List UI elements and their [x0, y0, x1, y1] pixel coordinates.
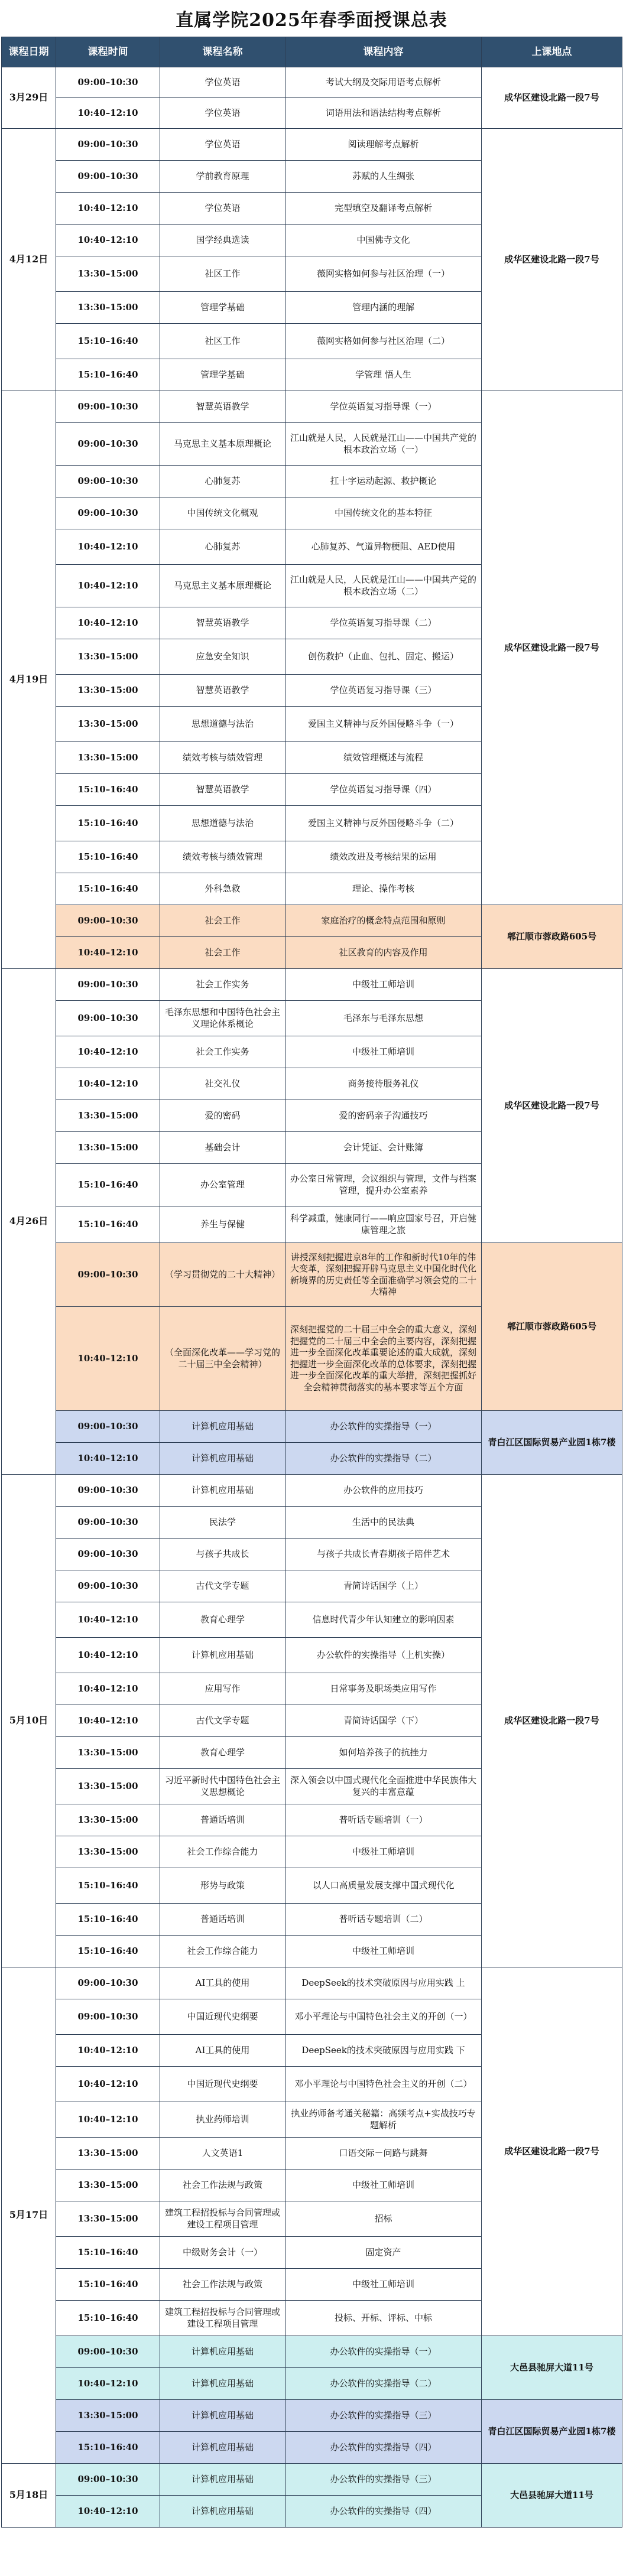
- table-row: [2, 129, 622, 161]
- course-time: 09:00–10:30: [56, 1507, 160, 1539]
- course-name: 教育心理学: [160, 1737, 285, 1769]
- course-name: 马克思主义基本原理概论: [160, 423, 285, 466]
- course-date: 5月10日: [2, 1475, 56, 1967]
- course-content: 青简诗话国学（上）: [285, 1570, 482, 1602]
- course-time: 09:00–10:30: [56, 1475, 160, 1507]
- course-name: 智慧英语教学: [160, 774, 285, 806]
- course-name: 计算机应用基础: [160, 2400, 285, 2432]
- course-time: 13:30–15:00: [56, 1132, 160, 1164]
- course-content: 办公软件的实操指导（二）: [285, 2368, 482, 2400]
- course-name: 管理学基础: [160, 292, 285, 324]
- course-name: 社会工作综合能力: [160, 1836, 285, 1868]
- course-content: 中级社工师培训: [285, 2269, 482, 2301]
- course-content: 扛十字运动起源、救护概论: [285, 466, 482, 497]
- course-time: 15:10–16:40: [56, 2432, 160, 2464]
- course-content: 办公软件的实操指导（二）: [285, 1443, 482, 1475]
- course-content: 绩效管理概述与流程: [285, 742, 482, 774]
- course-content: 生活中的民法典: [285, 1507, 482, 1539]
- course-content: 江山就是人民，人民就是江山——中国共产党的根本政治立场（一）: [285, 423, 482, 466]
- course-content: 青简诗话国学（下）: [285, 1705, 482, 1737]
- course-name: 与孩子共成长: [160, 1539, 285, 1570]
- course-name: 学位英语: [160, 67, 285, 98]
- course-name: 马克思主义基本原理概论: [160, 565, 285, 607]
- course-location: 郫江顺市蓉政路605号: [482, 1243, 622, 1411]
- course-content: 学位英语复习指导课（三）: [285, 675, 482, 707]
- course-content: 办公软件的应用技巧: [285, 1475, 482, 1507]
- course-name: 管理学基础: [160, 359, 285, 391]
- course-content: 爱国主义精神与反外国侵略斗争（一）: [285, 707, 482, 742]
- course-location: 成华区建设北路一段7号: [482, 129, 622, 391]
- course-time: 10:40–12:10: [56, 607, 160, 639]
- course-location: 成华区建设北路一段7号: [482, 1475, 622, 1967]
- course-name: 社会工作实务: [160, 1036, 285, 1068]
- course-time: 10:40–12:10: [56, 225, 160, 256]
- course-time: 13:30–15:00: [56, 292, 160, 324]
- course-content: 爱的密码亲子沟通技巧: [285, 1100, 482, 1132]
- course-content: 办公软件的实操指导（三）: [285, 2464, 482, 2496]
- course-time: 10:40–12:10: [56, 565, 160, 607]
- course-location: 成华区建设北路一段7号: [482, 67, 622, 129]
- course-content: 薇网实格如何参与社区治理（二）: [285, 324, 482, 359]
- course-date: 5月17日: [2, 1967, 56, 2464]
- course-name: 社区工作: [160, 324, 285, 359]
- course-name: 外科急救: [160, 873, 285, 905]
- course-date: 4月26日: [2, 969, 56, 1475]
- course-content: 中级社工师培训: [285, 2170, 482, 2201]
- course-time: 13:30–15:00: [56, 639, 160, 675]
- course-time: 13:30–15:00: [56, 675, 160, 707]
- course-name: 计算机应用基础: [160, 2464, 285, 2496]
- course-location: 成华区建设北路一段7号: [482, 1967, 622, 2336]
- course-date: 3月29日: [2, 67, 56, 129]
- course-time: 10:40–12:10: [56, 2067, 160, 2102]
- course-name: 中国传统文化概观: [160, 497, 285, 529]
- course-time: 09:00–10:30: [56, 161, 160, 193]
- course-content: 爱国主义精神与反外国侵略斗争（二）: [285, 806, 482, 841]
- course-time: 10:40–12:10: [56, 1705, 160, 1737]
- course-name: 中国近现代史纲要: [160, 2067, 285, 2102]
- course-date: 4月19日: [2, 391, 56, 969]
- course-name: 古代文学专题: [160, 1705, 285, 1737]
- course-name: 爱的密码: [160, 1100, 285, 1132]
- course-content: 学管理 悟人生: [285, 359, 482, 391]
- header-location: 上课地点: [482, 37, 622, 67]
- course-time: 13:30–15:00: [56, 707, 160, 742]
- course-time: 10:40–12:10: [56, 529, 160, 565]
- header-date: 课程日期: [2, 37, 56, 67]
- course-content: 阅读理解考点解析: [285, 129, 482, 161]
- course-name: AI工具的使用: [160, 2035, 285, 2067]
- course-time: 15:10–16:40: [56, 1936, 160, 1967]
- course-content: 学位英语复习指导课（二）: [285, 607, 482, 639]
- course-name: 计算机应用基础: [160, 2336, 285, 2368]
- course-time: 09:00–10:30: [56, 2336, 160, 2368]
- table-row: [2, 969, 622, 1001]
- course-name: 国学经典选读: [160, 225, 285, 256]
- course-name: 社会工作实务: [160, 969, 285, 1001]
- table-row: [2, 1243, 622, 1307]
- course-time: 09:00–10:30: [56, 1539, 160, 1570]
- course-time: 09:00–10:30: [56, 905, 160, 937]
- course-name: 绩效考核与绩效管理: [160, 841, 285, 873]
- course-location: 成华区建设北路一段7号: [482, 391, 622, 905]
- course-time: 13:30–15:00: [56, 256, 160, 292]
- course-name: 中国近现代史纲要: [160, 1999, 285, 2035]
- course-name: 中级财务会计（一）: [160, 2237, 285, 2269]
- course-time: 15:10–16:40: [56, 2269, 160, 2301]
- course-time: 10:40–12:10: [56, 1068, 160, 1100]
- course-time: 15:10–16:40: [56, 2301, 160, 2336]
- course-content: 绩效改进及考核结果的运用: [285, 841, 482, 873]
- course-time: 10:40–12:10: [56, 1307, 160, 1411]
- course-time: 15:10–16:40: [56, 1164, 160, 1206]
- course-name: 民法学: [160, 1507, 285, 1539]
- table-row: [2, 2464, 622, 2496]
- course-time: 15:10–16:40: [56, 806, 160, 841]
- course-time: 09:00–10:30: [56, 1243, 160, 1307]
- course-time: 09:00–10:30: [56, 67, 160, 98]
- course-time: 13:30–15:00: [56, 2400, 160, 2432]
- course-time: 13:30–15:00: [56, 1769, 160, 1804]
- course-content: 以人口高质量发展支撑中国式现代化: [285, 1868, 482, 1904]
- course-content: 毛泽东与毛泽东思想: [285, 1001, 482, 1036]
- course-name: 计算机应用基础: [160, 2368, 285, 2400]
- course-time: 10:40–12:10: [56, 98, 160, 129]
- course-name: 智慧英语教学: [160, 675, 285, 707]
- course-time: 09:00–10:30: [56, 497, 160, 529]
- course-time: 09:00–10:30: [56, 1967, 160, 1999]
- course-name: 办公室管理: [160, 1164, 285, 1206]
- course-time: 10:40–12:10: [56, 2496, 160, 2528]
- course-time: 09:00–10:30: [56, 1999, 160, 2035]
- course-name: 社会工作: [160, 937, 285, 969]
- course-content: 中级社工师培训: [285, 1036, 482, 1068]
- course-content: 办公软件的实操指导（一）: [285, 1411, 482, 1443]
- course-date: 4月12日: [2, 129, 56, 391]
- course-content: 深刻把握党的二十届三中全会的重大意义，深刻把握党的二十届三中全会的主要内容，深刻把握进一步全面深化改革重要论述的重大成就，深刻把握进一步全面深化改革的总体要求，深刻把握进一步全面深化改革的重大举措，深刻把握抓好全会精神贯彻落实的基本要求等五个方面: [285, 1307, 482, 1411]
- course-content: 讲授深刻把握进京8年的工作和新时代10年的伟大变革，深刻把握开辟马克思主义中国化时代化新境界的历史责任等全面准确学习领会党的二十大精神: [285, 1243, 482, 1307]
- course-name: 计算机应用基础: [160, 1638, 285, 1673]
- course-time: 10:40–12:10: [56, 2102, 160, 2138]
- course-name: 计算机应用基础: [160, 1411, 285, 1443]
- course-time: 15:10–16:40: [56, 1868, 160, 1904]
- course-time: 10:40–12:10: [56, 2368, 160, 2400]
- course-content: 如何培养孩子的抗挫力: [285, 1737, 482, 1769]
- schedule-table: [1, 37, 622, 2528]
- course-content: 商务接待服务礼仪: [285, 1068, 482, 1100]
- course-content: 普听话专题培训（二）: [285, 1904, 482, 1936]
- course-content: 邓小平理论与中国特色社会主义的开创（二）: [285, 2067, 482, 2102]
- course-content: 苏赋的人生绸张: [285, 161, 482, 193]
- course-time: 13:30–15:00: [56, 1100, 160, 1132]
- course-name: 社会工作综合能力: [160, 1936, 285, 1967]
- course-name: 习近平新时代中国特色社会主义思想概论: [160, 1769, 285, 1804]
- course-name: 基础会计: [160, 1132, 285, 1164]
- course-content: 完型填空及翻译考点解析: [285, 193, 482, 225]
- course-name: 社会工作法规与政策: [160, 2170, 285, 2201]
- course-time: 15:10–16:40: [56, 1904, 160, 1936]
- header-time: 课程时间: [56, 37, 160, 67]
- course-name: 计算机应用基础: [160, 1443, 285, 1475]
- course-content: 投标、开标、评标、中标: [285, 2301, 482, 2336]
- course-content: 中国佛寺文化: [285, 225, 482, 256]
- course-content: 学位英语复习指导课（一）: [285, 391, 482, 423]
- course-content: 招标: [285, 2201, 482, 2237]
- course-time: 15:10–16:40: [56, 873, 160, 905]
- course-time: 09:00–10:30: [56, 423, 160, 466]
- course-name: 智慧英语教学: [160, 391, 285, 423]
- course-time: 15:10–16:40: [56, 1206, 160, 1243]
- course-name: 应急安全知识: [160, 639, 285, 675]
- course-content: 词语用法和语法结构考点解析: [285, 98, 482, 129]
- course-time: 15:10–16:40: [56, 774, 160, 806]
- course-time: 09:00–10:30: [56, 129, 160, 161]
- course-name: 思想道德与法治: [160, 806, 285, 841]
- course-name: 普通话培训: [160, 1804, 285, 1836]
- course-location: 青白江区国际贸易产业园1栋7楼: [482, 2400, 622, 2464]
- course-name: 养生与保健: [160, 1206, 285, 1243]
- course-content: 与孩子共成长青春期孩子陪伴艺术: [285, 1539, 482, 1570]
- course-name: 心肺复苏: [160, 529, 285, 565]
- course-time: 10:40–12:10: [56, 1638, 160, 1673]
- course-name: 社区工作: [160, 256, 285, 292]
- course-content: 创伤救护（止血、包扎、固定、搬运）: [285, 639, 482, 675]
- course-name: 社会工作: [160, 905, 285, 937]
- course-content: 社区教育的内容及作用: [285, 937, 482, 969]
- course-location: 大邑县驰屏大道11号: [482, 2464, 622, 2528]
- course-content: 日常事务及职场类应用写作: [285, 1673, 482, 1705]
- table-row: [2, 391, 622, 423]
- course-content: 会计凭证、会计账簿: [285, 1132, 482, 1164]
- course-time: 09:00–10:30: [56, 1411, 160, 1443]
- course-name: 建筑工程招投标与合同管理或建设工程项目管理: [160, 2201, 285, 2237]
- course-content: 深入领会以中国式现代化全面推进中华民族伟大复兴的丰富意蕴: [285, 1769, 482, 1804]
- table-row: [2, 67, 622, 98]
- course-content: 邓小平理论与中国特色社会主义的开创（一）: [285, 1999, 482, 2035]
- course-content: 办公软件的实操指导（一）: [285, 2336, 482, 2368]
- course-time: 13:30–15:00: [56, 2138, 160, 2170]
- course-name: （全面深化改革——学习党的二十届三中全会精神）: [160, 1307, 285, 1411]
- course-name: 形势与政策: [160, 1868, 285, 1904]
- course-content: DeepSeek的技术突破原因与应用实践 下: [285, 2035, 482, 2067]
- course-name: 人文英语1: [160, 2138, 285, 2170]
- course-time: 10:40–12:10: [56, 937, 160, 969]
- course-time: 13:30–15:00: [56, 742, 160, 774]
- course-time: 09:00–10:30: [56, 1570, 160, 1602]
- course-content: DeepSeek的技术突破原因与应用实践 上: [285, 1967, 482, 1999]
- course-location: 青白江区国际贸易产业园1栋7楼: [482, 1411, 622, 1475]
- course-content: 普听话专题培训（一）: [285, 1804, 482, 1836]
- header-row: [2, 37, 622, 67]
- course-content: 江山就是人民，人民就是江山——中国共产党的根本政治立场（二）: [285, 565, 482, 607]
- course-time: 13:30–15:00: [56, 1836, 160, 1868]
- course-name: （学习贯彻党的二十大精神）: [160, 1243, 285, 1307]
- course-time: 09:00–10:30: [56, 969, 160, 1001]
- course-content: 学位英语复习指导课（四）: [285, 774, 482, 806]
- course-content: 家庭治疗的概念特点范围和原则: [285, 905, 482, 937]
- course-content: 办公软件的实操指导（四）: [285, 2496, 482, 2528]
- course-content: 理论、操作考核: [285, 873, 482, 905]
- course-content: 考试大纲及交际用语考点解析: [285, 67, 482, 98]
- course-name: 计算机应用基础: [160, 2432, 285, 2464]
- course-time: 09:00–10:30: [56, 391, 160, 423]
- course-name: AI工具的使用: [160, 1967, 285, 1999]
- course-time: 15:10–16:40: [56, 841, 160, 873]
- course-name: 毛泽东思想和中国特色社会主义理论体系概论: [160, 1001, 285, 1036]
- course-time: 09:00–10:30: [56, 466, 160, 497]
- course-name: 计算机应用基础: [160, 1475, 285, 1507]
- course-name: 学位英语: [160, 193, 285, 225]
- course-time: 09:00–10:30: [56, 2464, 160, 2496]
- course-name: 心肺复苏: [160, 466, 285, 497]
- course-name: 思想道德与法治: [160, 707, 285, 742]
- course-time: 09:00–10:30: [56, 1001, 160, 1036]
- table-row: [2, 905, 622, 937]
- course-time: 13:30–15:00: [56, 1737, 160, 1769]
- course-location: 成华区建设北路一段7号: [482, 969, 622, 1243]
- course-content: 中级社工师培训: [285, 1936, 482, 1967]
- table-row: [2, 2336, 622, 2368]
- course-name: 建筑工程招投标与合同管理或建设工程项目管理: [160, 2301, 285, 2336]
- course-name: 执业药师培训: [160, 2102, 285, 2138]
- course-content: 固定资产: [285, 2237, 482, 2269]
- course-content: 办公软件的实操指导（上机实操）: [285, 1638, 482, 1673]
- course-time: 13:30–15:00: [56, 2201, 160, 2237]
- course-content: 中级社工师培训: [285, 1836, 482, 1868]
- course-name: 应用写作: [160, 1673, 285, 1705]
- course-date: 5月18日: [2, 2464, 56, 2528]
- course-content: 口语交际－问路与跳舞: [285, 2138, 482, 2170]
- course-content: 管理内涵的理解: [285, 292, 482, 324]
- course-name: 社会工作法规与政策: [160, 2269, 285, 2301]
- course-content: 信息时代青少年认知建立的影响因素: [285, 1602, 482, 1638]
- course-content: 薇网实格如何参与社区治理（一）: [285, 256, 482, 292]
- course-content: 办公室日常管理，会议组织与管理，文件与档案管理，提升办公室素养: [285, 1164, 482, 1206]
- course-name: 普通话培训: [160, 1904, 285, 1936]
- course-name: 绩效考核与绩效管理: [160, 742, 285, 774]
- course-name: 智慧英语教学: [160, 607, 285, 639]
- course-time: 10:40–12:10: [56, 1602, 160, 1638]
- course-time: 10:40–12:10: [56, 1036, 160, 1068]
- course-name: 社交礼仪: [160, 1068, 285, 1100]
- course-time: 15:10–16:40: [56, 359, 160, 391]
- table-row: [2, 1967, 622, 1999]
- course-content: 心肺复苏、气道异物梗阻、AED使用: [285, 529, 482, 565]
- table-row: [2, 2400, 622, 2432]
- table-row: [2, 1475, 622, 1507]
- course-time: 10:40–12:10: [56, 1443, 160, 1475]
- course-content: 办公软件的实操指导（四）: [285, 2432, 482, 2464]
- course-content: 中级社工师培训: [285, 969, 482, 1001]
- course-time: 15:10–16:40: [56, 324, 160, 359]
- course-name: 学位英语: [160, 98, 285, 129]
- course-time: 15:10–16:40: [56, 2237, 160, 2269]
- course-name: 学位英语: [160, 129, 285, 161]
- header-course: 课程名称: [160, 37, 285, 67]
- course-time: 10:40–12:10: [56, 2035, 160, 2067]
- course-location: 大邑县驰屏大道11号: [482, 2336, 622, 2400]
- course-content: 办公软件的实操指导（三）: [285, 2400, 482, 2432]
- course-name: 计算机应用基础: [160, 2496, 285, 2528]
- course-name: 古代文学专题: [160, 1570, 285, 1602]
- course-time: 10:40–12:10: [56, 193, 160, 225]
- course-location: 郫江顺市蓉政路605号: [482, 905, 622, 969]
- course-name: 学前教育原理: [160, 161, 285, 193]
- page-title: 直属学院2025年春季面授课总表: [176, 10, 447, 31]
- course-name: 教育心理学: [160, 1602, 285, 1638]
- course-time: 13:30–15:00: [56, 1804, 160, 1836]
- course-time: 10:40–12:10: [56, 1673, 160, 1705]
- course-content: 中国传统文化的基本特征: [285, 497, 482, 529]
- header-content: 课程内容: [285, 37, 482, 67]
- course-content: 科学减重，健康同行——响应国家号召，开启健康管理之旅: [285, 1206, 482, 1243]
- course-time: 13:30–15:00: [56, 2170, 160, 2201]
- table-row: [2, 1411, 622, 1443]
- course-content: 执业药师备考通关秘籍：高频考点+实战技巧专题解析: [285, 2102, 482, 2138]
